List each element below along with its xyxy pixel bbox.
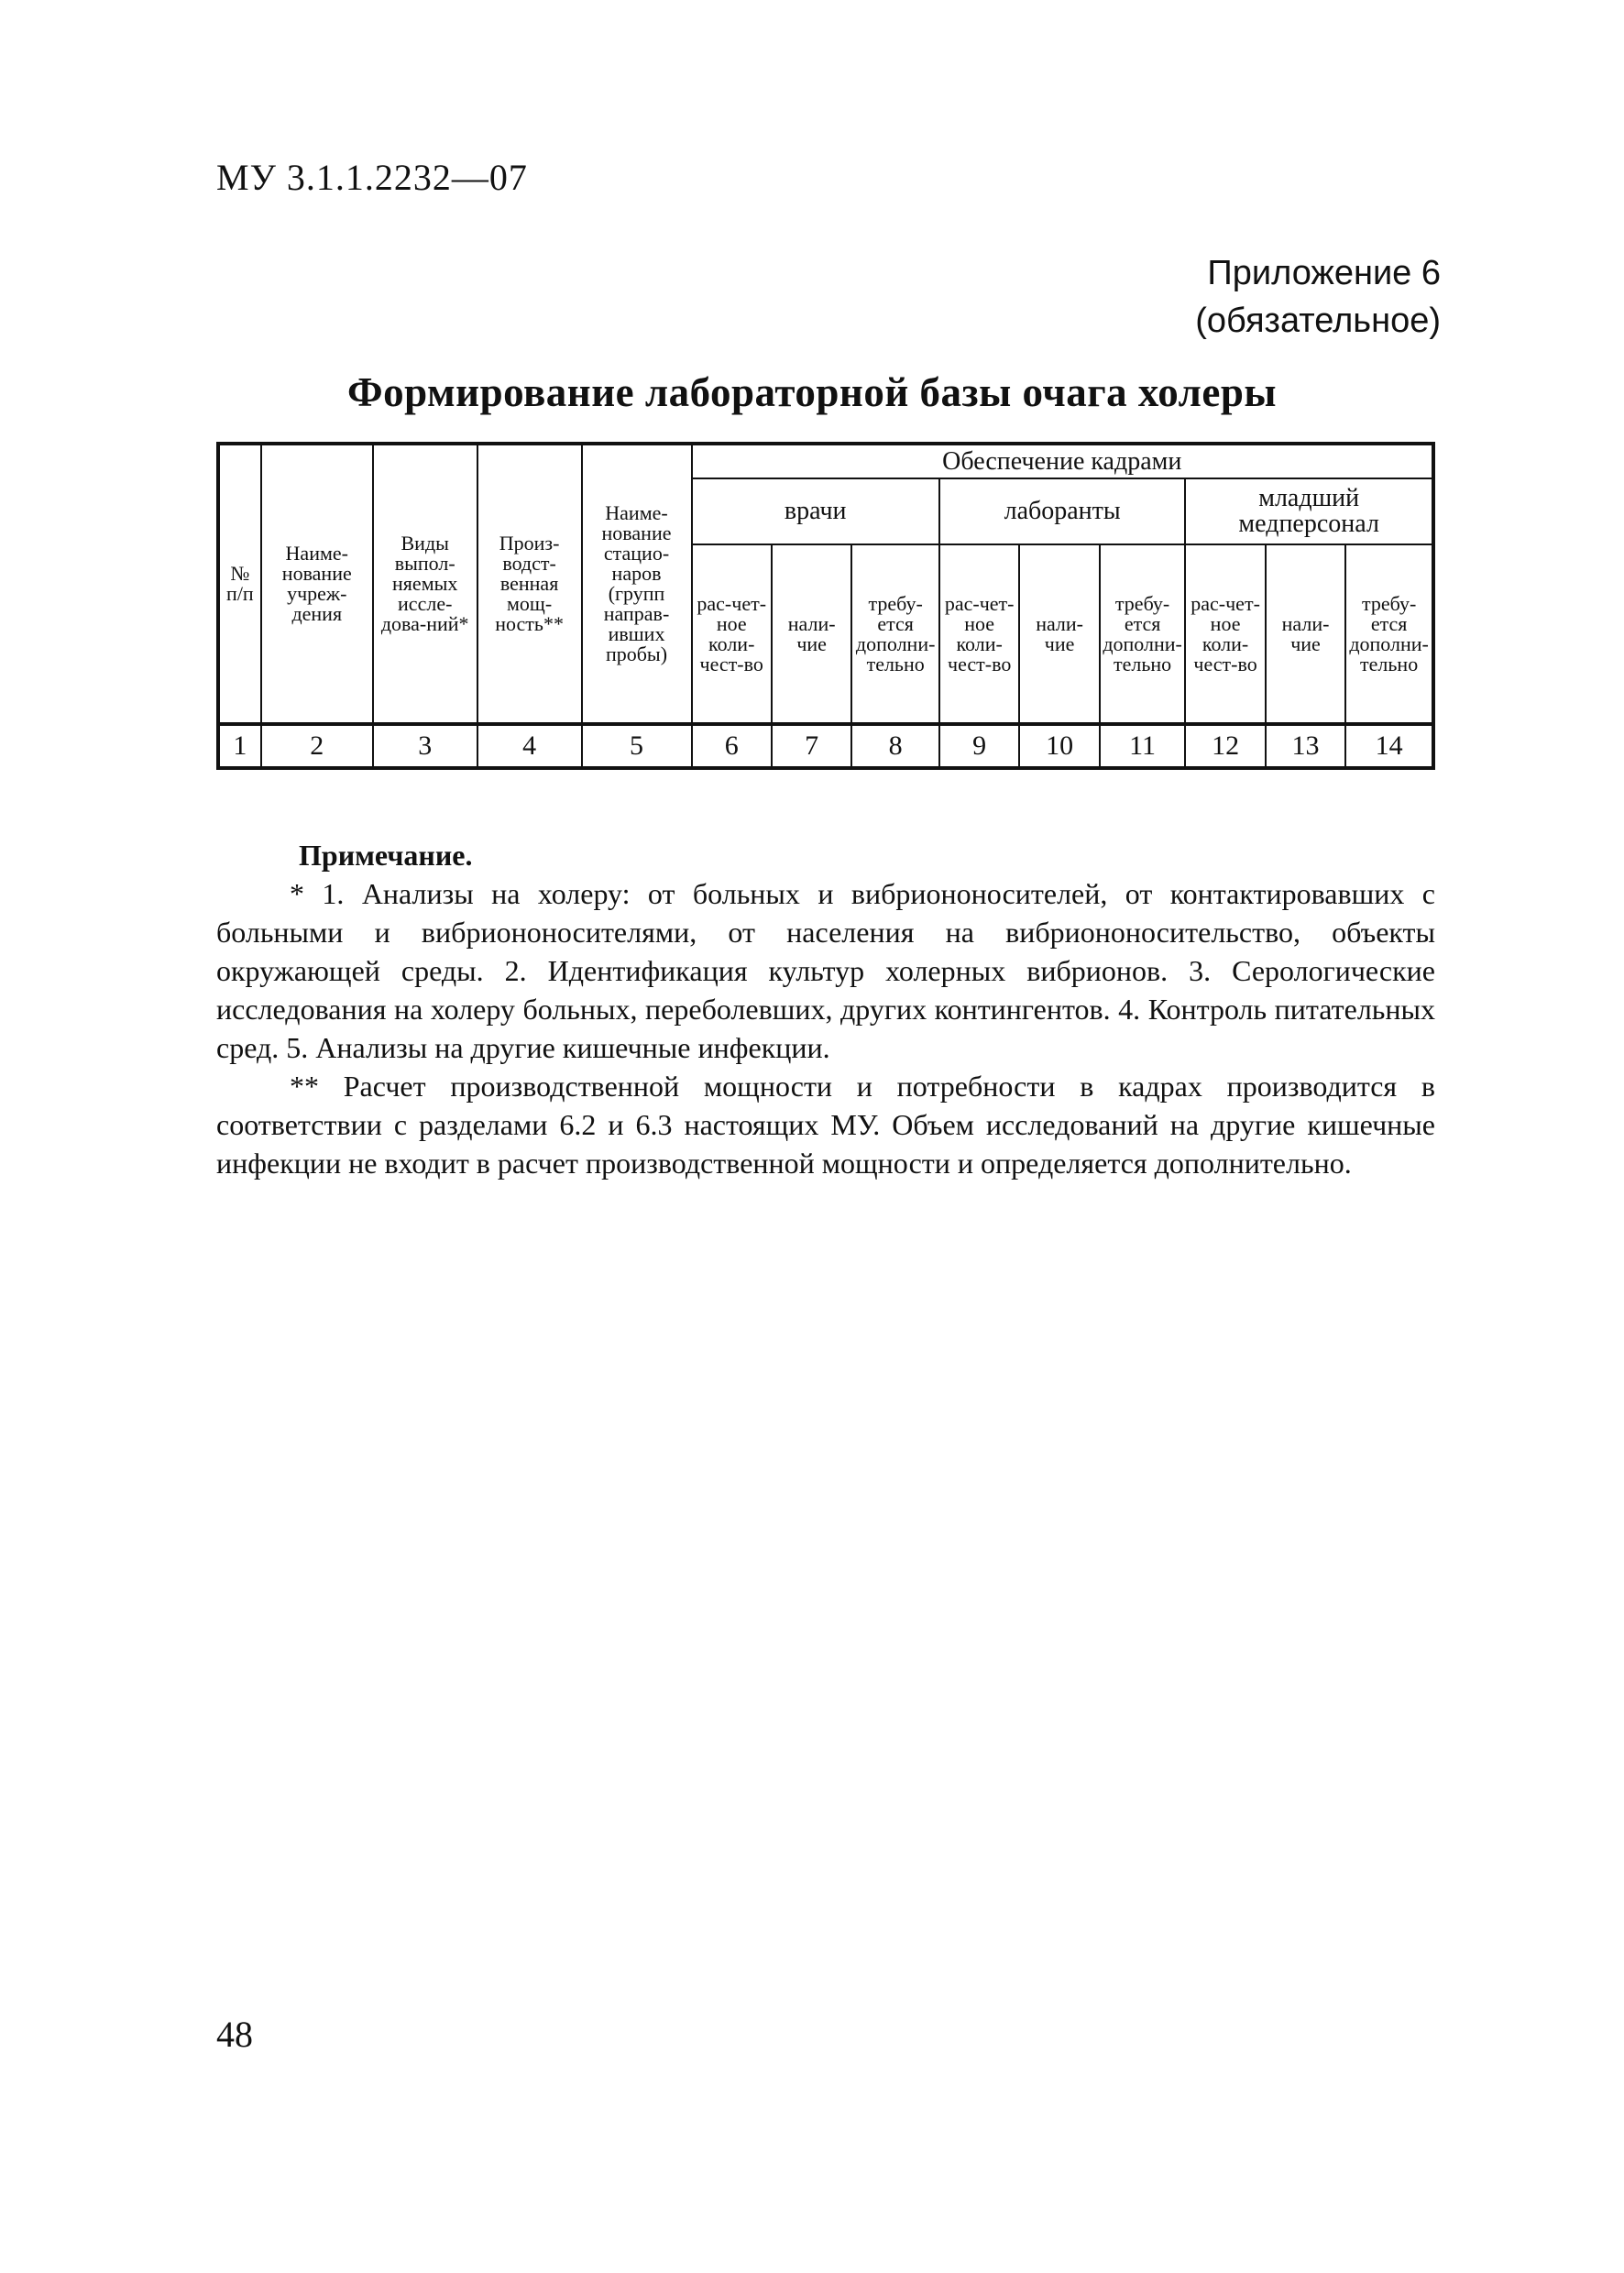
column-number: 1: [218, 724, 261, 768]
header-junior-available: нали-чие: [1266, 544, 1345, 724]
header-lab-assistants: лаборанты: [939, 478, 1185, 544]
appendix-status: (обязательное): [1195, 302, 1441, 340]
notes-section: [216, 836, 1435, 1182]
column-number: 12: [1185, 724, 1265, 768]
header-staffing: Обеспечение кадрами: [692, 444, 1434, 478]
note-research-types: * 1. Анализы на холеру: от больных и вибриононосителей, от контактировавших с больными и вибриононосителями, от населения на вибриононосительство, объекты окружающей среды. 2. Идентификация культур холерных вибрионов. 3. Серологические исследования на холеру больных, переболевших, других контингентов. 4. Контроль питательных сред. 5. Анализы на другие кишечные инфекции.: [216, 877, 1435, 1064]
column-number: 5: [582, 724, 692, 768]
page-number: 48: [216, 2014, 253, 2055]
column-number: 9: [939, 724, 1019, 768]
document-code: МУ 3.1.1.2232—07: [216, 157, 528, 198]
header-doctors-available: нали-чие: [772, 544, 851, 724]
header-junior-calculated: рас-чет-ное коли-чест-во: [1185, 544, 1265, 724]
header-junior-required: требу-ется дополни-тельно: [1345, 544, 1433, 724]
header-lab-available: нали-чие: [1019, 544, 1099, 724]
column-number: 8: [851, 724, 939, 768]
header-institution: Наиме-нование учреж-дения: [261, 444, 373, 724]
header-junior-staff: младший медперсонал: [1185, 478, 1433, 544]
header-number: № п/п: [218, 444, 261, 724]
column-number: 11: [1100, 724, 1186, 768]
header-capacity: Произ-водст-венная мощ-ность**: [477, 444, 582, 724]
column-number: 4: [477, 724, 582, 768]
appendix-number: Приложение 6: [1207, 254, 1441, 292]
column-number: 10: [1019, 724, 1099, 768]
page-title: Формирование лабораторной базы очага холеры: [347, 369, 1277, 415]
laboratory-base-table: [216, 442, 1435, 770]
header-doctors-calculated: рас-чет-ное коли-чест-во: [692, 544, 772, 724]
column-number: 2: [261, 724, 373, 768]
header-research-types: Виды выпол-няемых иссле-дова-ний*: [373, 444, 477, 724]
header-lab-required: требу-ется дополни-тельно: [1100, 544, 1186, 724]
appendix-label: [1195, 249, 1441, 345]
header-lab-calculated: рас-чет-ное коли-чест-во: [939, 544, 1019, 724]
column-number: 14: [1345, 724, 1433, 768]
header-doctors: врачи: [692, 478, 939, 544]
header-hospitals: Наиме-нование стацио-наров (групп направ-ивших пробы): [582, 444, 692, 724]
note-capacity: ** Расчет производственной мощности и потребности в кадрах производится в соответствии с разделами 6.2 и 6.3 настоящих МУ. Объем исследований на другие кишечные инфекции не входит в расчет производственной мощности и определяется дополнительно.: [216, 1070, 1435, 1180]
header-doctors-required: требу-ется дополни-тельно: [851, 544, 939, 724]
column-numbers-row: [218, 724, 1433, 768]
column-number: 6: [692, 724, 772, 768]
column-number: 13: [1266, 724, 1345, 768]
column-number: 3: [373, 724, 477, 768]
notes-heading: Примечание.: [299, 839, 473, 872]
column-number: 7: [772, 724, 851, 768]
